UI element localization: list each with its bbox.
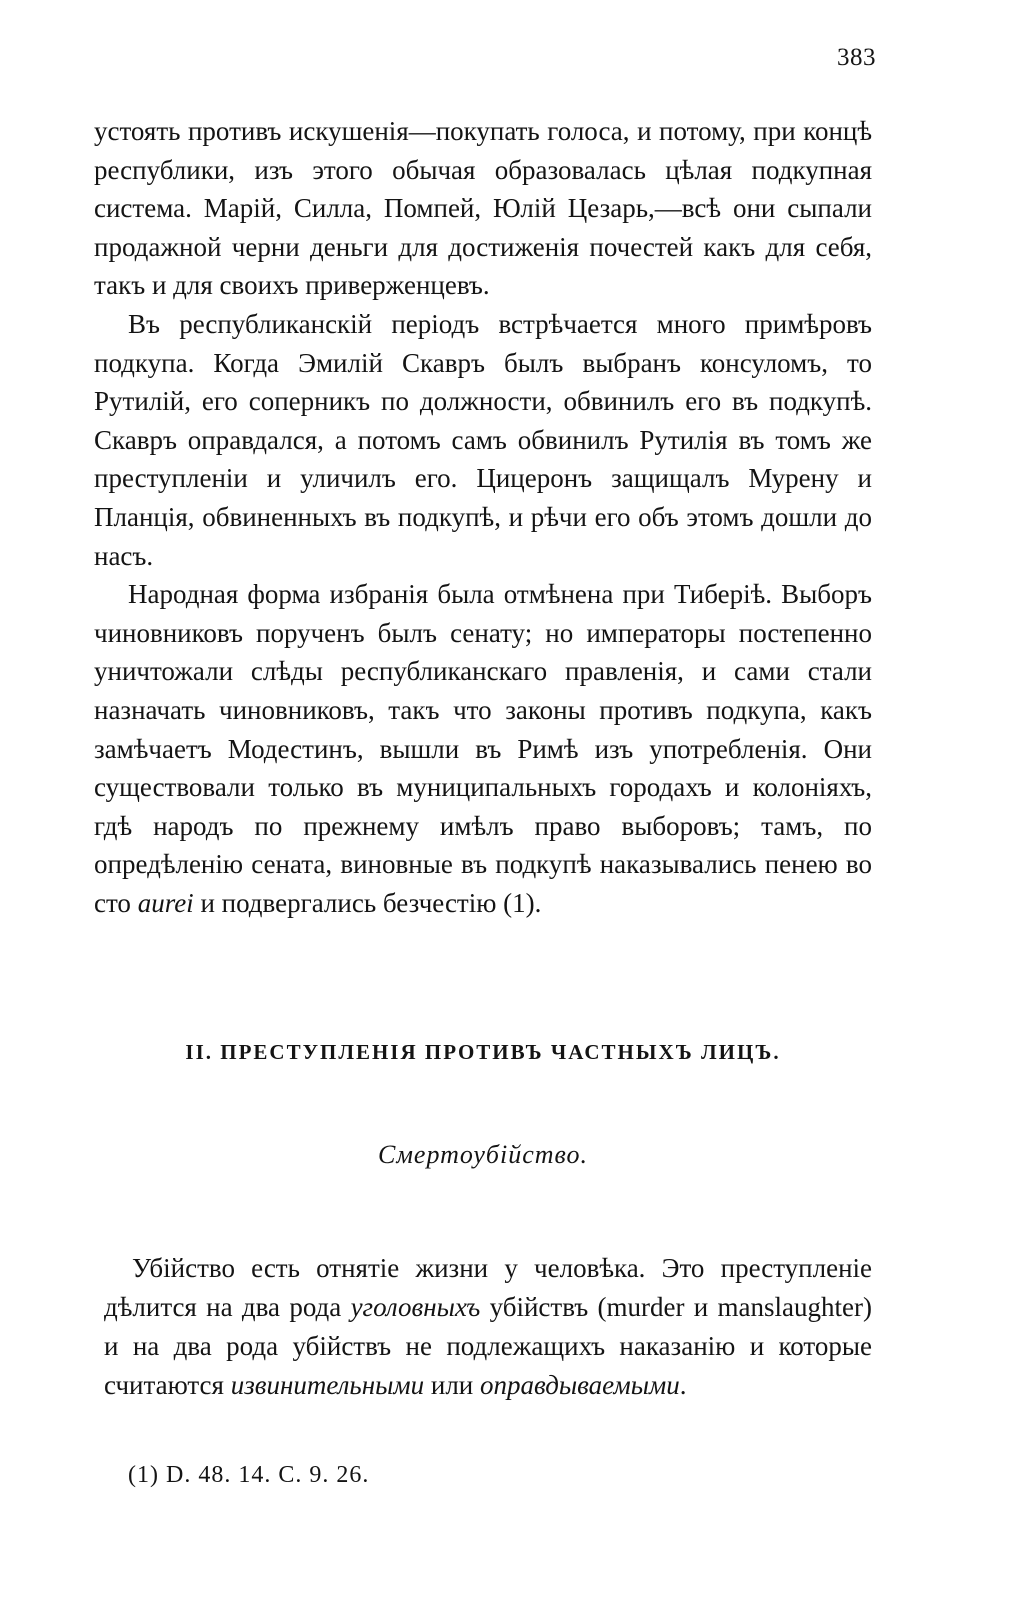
paragraph-4 — [104, 1249, 872, 1405]
paragraph-4-italic-3: оправдываемыми — [480, 1370, 680, 1400]
paragraph-3-text: Народная форма избранія была отмѣнена при Тиберіѣ. Выборъ чиновниковъ порученъ былъ сенату; но императоры постепенно уничтожали слѣды республиканскаго правленія, и сами стали назначать чиновниковъ, такъ что законы противъ подкупа, какъ замѣчаетъ Модестинъ, вышли въ Римѣ изъ употребленія. Они существовали только въ муниципальныхъ городахъ и колоніяхъ, гдѣ народъ по прежнему имѣлъ право выборовъ; тамъ, по опредѣленію сената, виновные въ подкупѣ наказывались пенею во сто — [94, 579, 872, 918]
paragraph-3 — [94, 575, 872, 922]
page-number: 383 — [837, 44, 876, 71]
section-text — [104, 1249, 872, 1405]
paragraph-4-italic-1: уголовныхъ — [350, 1292, 481, 1322]
paragraph-2: Въ республиканскій періодъ встрѣчается много примѣровъ подкупа. Когда Эмилій Скавръ былъ выбранъ консуломъ, то Рутилій, его соперникъ по должности, обвинилъ его въ подкупѣ. Скавръ оправдался, а потомъ самъ обвинилъ Рутилія въ томъ же преступленіи и уличилъ его. Цицеронъ защищалъ Мурену и Планція, обвиненныхъ въ подкупѣ, и рѣчи его объ этомъ дошли до насъ. — [94, 308, 872, 571]
paragraph-4-italic-2: извинительными — [230, 1370, 425, 1400]
paragraph-4-part-4: . — [679, 1370, 687, 1400]
paragraph-3-italic: aurei — [137, 887, 194, 918]
footnote: (1) D. 48. 14. C. 9. 26. — [128, 1462, 370, 1488]
paragraph-4-part-2: убійствъ (murder и manslaughter) и на два рода убійствъ не подлежащихъ наказанію и которые считаются — [104, 1292, 872, 1400]
paragraph-4-part-3: или — [424, 1370, 480, 1400]
paragraph-3-end: и подвергались безчестію (1). — [193, 887, 542, 918]
section-heading: II. ПРЕСТУПЛЕНІЯ ПРОТИВЪ ЧАСТНЫХЪ ЛИЦЪ. — [185, 1040, 781, 1064]
paragraph-4-part-1: Убійство есть отнятіе жизни у человѣка. Это преступленіе дѣлится на два рода — [104, 1253, 872, 1322]
section-subheading: Смертоубійство. — [378, 1140, 588, 1169]
paragraph-1: устоять противъ искушенія—покупать голоса, и потому, при концѣ республики, изъ этого обычая образовалась цѣлая подкупная система. Марій, Силла, Помпей, Юлій Цезарь,—всѣ они сыпали продажной черни деньги для достиженія почестей какъ для себя, такъ и для своихъ приверженцевъ. — [94, 116, 872, 301]
main-text — [94, 112, 872, 922]
